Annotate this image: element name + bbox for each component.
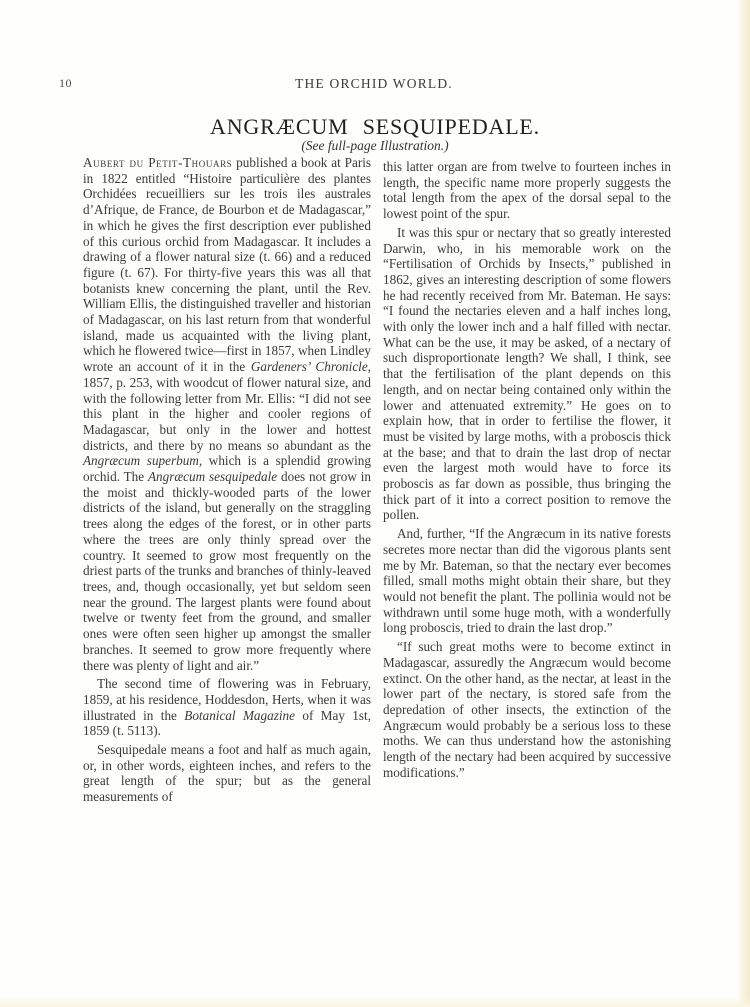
page-number: 10 bbox=[59, 76, 72, 90]
running-head bbox=[59, 76, 689, 94]
paragraph: Sesquipedale means a foot and half as much again, or, in other words, eighteen inches, and refers to the great length of the spur; but as the general measurements of bbox=[83, 742, 371, 805]
text-run: The second time of flowering was in February, 1859, at his residence, Hoddesdon, Herts, when it was illustrated in the bbox=[83, 676, 371, 723]
paragraph bbox=[83, 676, 371, 739]
text-run: 1857, p. 253, with woodcut of flower natural size, and with the following letter from Mr. Ellis: “I did not see this plant in the higher and cooler regions of Madagascar, but only in the lower and hottest districts, and there by no means so abundant as the bbox=[83, 374, 371, 453]
paragraph: And, further, “If the Angræcum in its native forests secretes more nectar than did the vigorous plants sent me by Mr. Bateman, so that the nectary ever becomes filled, small moths might obtain their share, but they would not benefit the plant. The pollinia would not be withdrawn until some huge moth, with a wonderfully long proboscis, tried to drain the last drop.” bbox=[383, 526, 671, 636]
right-column bbox=[383, 159, 671, 780]
species-name: Angræcum superbum, bbox=[83, 453, 203, 469]
paragraph: “If such great moths were to become extinct in Madagascar, assuredly the Angræcum would become extinct. On the other hand, as the nectar, at least in the lower part of the nectary, is stored safe from the depredation of other insects, the extinction of the Angræcum would probably be a serious loss to these moths. We can thus understand how the astonishing length of the nectary had been acquired by successive modifications.” bbox=[383, 639, 671, 780]
paragraph: this latter organ are from twelve to fourteen inches in length, the specific name more properly suggests the total length from the apex of the dorsal sepal to the lowest point of the spur. bbox=[383, 159, 671, 222]
article-title: ANGRÆCUM SESQUIPEDALE. bbox=[210, 114, 540, 139]
text-run: which is a splendid growing orchid. The bbox=[83, 453, 371, 485]
left-column bbox=[83, 155, 371, 805]
page-bottom-tint bbox=[0, 997, 750, 1007]
journal-title: THE ORCHID WORLD. bbox=[295, 76, 453, 91]
publication-title: Gardeners’ Chronicle, bbox=[250, 359, 371, 375]
article-subtitle: (See full-page Illustration.) bbox=[301, 138, 449, 153]
paragraph: It was this spur or nectary that so greatly interested Darwin, who, in his memorable work on the “Fertilisation of Orchids by Insects,” published in 1862, gives an interesting description of some flowers he had recently received from Mr. Bateman. He says: “I found the nectaries eleven and a half inches long, with only the lower inch and a half filled with nectar. What can be the use, it may be asked, of a nectary of such disproportionate length? We shall, I think, see that the fertilisation of the plant depends on this length, and on nectar being contained only within the lower and attenuated extremity.” He goes on to explain how, that in order to fertilise the flower, it must be visited by large moths, with a proboscis thick at the base; and that to drain the last drop of nectar even the largest moth would have to force its proboscis as far down as possible, thus bringing the thick part of it into a correct position to remove the pollen. bbox=[383, 224, 671, 523]
publication-title: Botanical Magazine bbox=[184, 707, 295, 723]
text-run: published a book at Paris in 1822 entitled “Histoire particulière des plantes Orchidées recueilliers sur les trois iles australes d’Afrique, de France, de Bourbon et de Madagascar,” in which he gives the first description ever published of this curious orchid from Madagascar. It includes a drawing of a flower natural size (t. 66) and a reduced figure (t. 67). For thirty-five years this was all that botanists knew concerning the plant, until the Rev. William Ellis, the distinguished traveller and historian of Madagascar, on his last return from that wonderful island, made us acquainted with the living plant, which he flowered twice—first in 1857, when Lindley wrote an account of it in the bbox=[83, 155, 372, 375]
paragraph bbox=[83, 155, 371, 673]
species-name: Angræcum sesquipedale bbox=[148, 469, 278, 485]
text-run: does not grow in the moist and thickly-wooded parts of the lower districts of the island, but generally on the straggling trees along the edges of the forest, or in other parts where the trees are only thinly spread over the country. It seemed to grow most frequently on the driest parts of the trunks and branches of thinly-leaved trees, and, though occasionally, yet but seldom seen near the ground. The largest plants were found about twelve or twenty feet from the ground, and smaller ones were often seen higher up amongst the smaller branches. It seemed to grow more frequently where there was plenty of light and air.” bbox=[83, 469, 371, 673]
author-name: Aubert du Petit-Thouars bbox=[83, 155, 233, 170]
text-run: of May 1st, 1859 (t. 5113). bbox=[83, 707, 371, 739]
